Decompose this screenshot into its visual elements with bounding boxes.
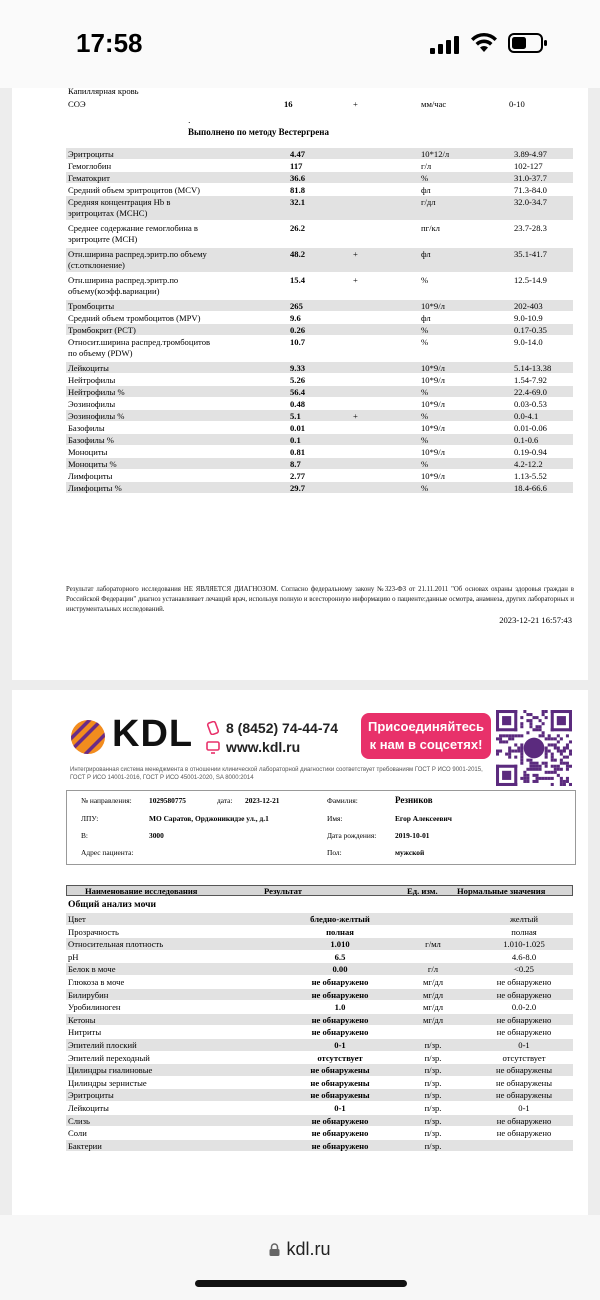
table-row <box>66 434 573 445</box>
test-norm: 0.0-2.0 <box>511 1002 537 1013</box>
table-row <box>66 1102 573 1115</box>
test-unit: 10*12/л <box>421 149 450 159</box>
test-value: 0.26 <box>290 325 306 335</box>
table-row <box>66 88 573 97</box>
test-name: Нитриты <box>68 1027 102 1038</box>
test-value: 0-1 <box>334 1040 346 1050</box>
test-value: не обнаружено <box>311 1140 369 1151</box>
table-row <box>66 196 573 220</box>
site-link[interactable]: www.kdl.ru <box>226 738 301 755</box>
table-row <box>66 410 573 421</box>
test-norm: 4.6-8.0 <box>511 951 537 962</box>
test-norm: 23.7-28.3 <box>514 223 547 233</box>
cellular-signal-icon <box>430 34 462 54</box>
table-row <box>66 422 573 433</box>
test-unit: мг/дл <box>422 1014 443 1025</box>
test-name: Эритроциты <box>68 1090 114 1101</box>
test-value: 117 <box>290 161 303 171</box>
test-norm: 1.13-5.52 <box>514 471 547 481</box>
section-title: Общий анализ мочи <box>68 899 157 910</box>
table-row <box>66 989 573 1002</box>
test-value: бледно-желтый <box>310 914 370 924</box>
qr-code[interactable] <box>496 710 572 786</box>
test-name: Нейтрофилы <box>68 375 116 385</box>
test-name: Нейтрофилы % <box>68 387 125 397</box>
test-name: Тромбоциты <box>68 301 115 311</box>
test-norm: желтый <box>509 914 539 924</box>
test-unit: % <box>421 387 429 397</box>
test-flag: + <box>353 411 358 421</box>
header-norm: Нормальные значения <box>457 886 546 896</box>
test-unit: п/зр. <box>424 1115 442 1126</box>
test-name: Кетоны <box>68 1014 96 1025</box>
test-norm: 4.2-12.2 <box>514 459 543 469</box>
surname-label: Фамилия: <box>327 796 358 805</box>
test-unit: % <box>421 459 429 469</box>
table-row <box>66 1014 573 1027</box>
bullet-dot: . <box>188 115 191 125</box>
direction-number: 1029580775 <box>149 796 186 805</box>
test-name: Базофилы % <box>68 435 114 445</box>
kdl-logo-icon <box>70 719 106 755</box>
test-unit: г/л <box>421 161 432 171</box>
test-unit: фл <box>421 249 431 259</box>
test-unit: фл <box>421 313 431 323</box>
table-row <box>66 1052 573 1065</box>
test-name: Цилиндры зернистые <box>68 1077 147 1088</box>
phone-icon <box>206 721 220 735</box>
test-value: 6.5 <box>334 951 346 962</box>
test-value: 10.7 <box>290 337 306 347</box>
test-unit: % <box>421 483 429 493</box>
test-name: Лимфоциты % <box>68 483 122 493</box>
test-value: 16 <box>284 99 293 109</box>
wifi-icon <box>470 32 498 54</box>
table-row <box>66 1127 573 1140</box>
test-name: Цилиндры гиалиновые <box>68 1065 153 1076</box>
test-name: Билирубин <box>68 989 109 1000</box>
test-name: Эритроциты <box>68 149 114 159</box>
monitor-icon <box>206 740 220 754</box>
patient-info <box>66 790 576 865</box>
lock-icon <box>269 1243 280 1256</box>
browser-bar <box>0 1215 600 1300</box>
test-name: pH <box>68 951 79 962</box>
test-unit: мг/дл <box>422 1002 443 1013</box>
lpu-value: МО Саратов, Орджоникидзе ул., д.1 <box>149 814 269 823</box>
social-line-2: к нам в соцсетях! <box>369 737 483 752</box>
test-name: Средний объем эритроцитов (MCV) <box>68 185 201 195</box>
test-value: не обнаружено <box>311 1014 369 1025</box>
test-unit: % <box>421 411 429 421</box>
test-norm: 32.0-34.7 <box>514 197 547 207</box>
test-value: не обнаружено <box>311 1027 369 1038</box>
test-unit: г/л <box>427 964 439 975</box>
table-row <box>66 274 573 298</box>
table-row <box>66 160 573 171</box>
test-unit: п/зр. <box>424 1103 442 1113</box>
table-row <box>66 300 573 311</box>
date-value: 2023-12-21 <box>245 796 280 805</box>
test-name: СОЭ <box>68 99 86 109</box>
test-unit: п/зр. <box>424 1065 442 1076</box>
test-value: полная <box>326 926 354 937</box>
header-test: Наименование исследования <box>85 886 198 896</box>
test-unit: 10*9/л <box>421 301 445 311</box>
test-unit: % <box>421 337 429 347</box>
test-value: 36.6 <box>290 173 306 183</box>
test-name: Прозрачность <box>68 926 119 937</box>
test-name: Глюкоза в моче <box>68 977 125 987</box>
test-value: не обнаружены <box>310 1065 370 1076</box>
test-unit: п/зр. <box>424 1077 442 1088</box>
test-name: Лимфоциты <box>68 471 113 481</box>
header-result: Результат <box>264 886 302 896</box>
test-name: Гематокрит <box>68 173 110 183</box>
test-norm: 9.0-14.0 <box>514 337 543 347</box>
test-value: не обнаружено <box>311 977 369 987</box>
test-value: отсутствует <box>317 1052 363 1063</box>
test-norm: не обнаружены <box>495 1077 553 1088</box>
test-name: Белок в моче <box>68 964 116 975</box>
document-page-1 <box>12 88 588 680</box>
test-norm: 3.89-4.97 <box>514 149 547 159</box>
test-unit: % <box>421 275 429 285</box>
table-row <box>66 248 573 272</box>
test-name: Бактерии <box>68 1140 102 1151</box>
test-flag: + <box>353 275 358 285</box>
logo-text: KDL <box>112 713 194 755</box>
test-unit: п/зр. <box>424 1040 442 1050</box>
test-unit: 10*9/л <box>421 375 445 385</box>
test-value: 0.01 <box>290 423 306 433</box>
test-norm: 31.0-37.7 <box>514 173 547 183</box>
test-value: 9.6 <box>290 313 301 323</box>
v-label: В: <box>81 831 88 840</box>
test-unit: пг/кл <box>421 223 440 233</box>
test-name: Эозинофилы % <box>68 411 125 421</box>
clock: 17:58 <box>76 28 143 58</box>
home-indicator[interactable] <box>195 1280 407 1287</box>
table-row <box>66 374 573 385</box>
test-name: Базофилы <box>68 423 105 433</box>
kdl-logo <box>70 713 194 757</box>
test-value: 0.48 <box>290 399 306 409</box>
test-unit: п/зр. <box>424 1128 442 1139</box>
test-norm: 71.3-84.0 <box>514 185 547 195</box>
test-unit: мг/дл <box>422 977 443 987</box>
table-row <box>66 1026 573 1039</box>
test-name: Моноциты <box>68 447 108 457</box>
test-value: 29.7 <box>290 483 306 493</box>
test-value: 8.7 <box>290 459 301 469</box>
name-label: Имя: <box>327 814 343 823</box>
test-norm: 1.010-1.025 <box>503 939 545 950</box>
test-norm: 0-10 <box>509 99 525 109</box>
table-header <box>66 885 573 896</box>
battery-icon <box>508 33 548 53</box>
test-unit: п/зр. <box>424 1090 442 1101</box>
test-name: Слизь <box>68 1115 90 1126</box>
document-page-2 <box>12 690 588 1215</box>
table-row <box>66 336 573 360</box>
test-unit: % <box>421 435 429 445</box>
url-text: kdl.ru <box>286 1239 331 1259</box>
test-value: 5.26 <box>290 375 306 385</box>
test-name: Тромбокрит (PCT) <box>68 325 136 335</box>
test-value: 5.1 <box>290 411 301 421</box>
test-name: Соли <box>68 1128 87 1139</box>
test-unit: 10*9/л <box>421 363 445 373</box>
status-bar <box>0 0 600 88</box>
test-name: Капиллярная кровь <box>68 88 139 96</box>
test-unit: 10*9/л <box>421 399 445 409</box>
birth-label: Дата рождения: <box>327 831 377 840</box>
test-norm: 9.0-10.9 <box>514 313 543 323</box>
report-timestamp: 2023-12-21 16:57:43 <box>499 615 572 625</box>
test-unit: г/мл <box>425 939 441 950</box>
test-value: 0.81 <box>290 447 306 457</box>
v-value: 3000 <box>149 831 164 840</box>
table-row <box>66 362 573 373</box>
test-norm: 12.5-14.9 <box>514 275 547 285</box>
test-value: не обнаружено <box>311 989 369 1000</box>
test-norm: 22.4-69.0 <box>514 387 547 397</box>
test-value: 2.77 <box>290 471 306 481</box>
certification-note: Интегрированная система менеджмента в отношении клинической лабораторной диагностики соответствует требованиям ГОСТ Р ИСО 9001-2015, ГОСТ Р ИСО 14001-2016, ГОСТ Р ИСО 45001-2020, SA 8000:2014 <box>70 767 483 781</box>
table-row <box>66 222 573 246</box>
test-value: 1.010 <box>330 939 350 950</box>
test-norm: не обнаружено <box>496 1128 552 1139</box>
table-row <box>66 963 573 976</box>
table-row <box>66 172 573 183</box>
table-row <box>66 98 573 110</box>
test-unit: г/дл <box>421 197 436 207</box>
test-norm: 18.4-66.6 <box>514 483 547 493</box>
table-row <box>66 913 573 926</box>
test-name: Гемоглобин <box>68 161 112 171</box>
direction-label: № направления: <box>81 796 132 805</box>
table-row <box>66 951 573 964</box>
table-row <box>66 1064 573 1077</box>
test-value: не обнаружено <box>311 1128 369 1139</box>
test-name: Лейкоциты <box>68 363 109 373</box>
lpu-label: ЛПУ: <box>81 814 99 823</box>
test-norm: 202-403 <box>514 301 543 311</box>
test-value: не обнаружены <box>310 1077 370 1088</box>
test-value: 265 <box>290 301 303 311</box>
test-norm: 35.1-41.7 <box>514 249 547 259</box>
test-norm: не обнаружены <box>495 1065 553 1076</box>
test-name: Средний объем тромбоцитов (MPV) <box>68 313 201 323</box>
test-unit: % <box>421 173 429 183</box>
test-name: Отн.ширина распред.эритр.по объему(коэфф.вариации) <box>68 275 179 296</box>
social-banner[interactable] <box>361 713 491 759</box>
table-row <box>66 324 573 335</box>
test-unit: 10*9/л <box>421 423 445 433</box>
site-row <box>206 737 338 756</box>
test-norm: не обнаружено <box>496 989 552 1000</box>
table-row <box>66 386 573 397</box>
test-norm: 0.01-0.06 <box>514 423 547 433</box>
test-flag: + <box>353 99 358 109</box>
test-value: 0.1 <box>290 435 301 445</box>
test-name: Относительная плотность <box>68 939 164 950</box>
test-name: Цвет <box>68 914 86 924</box>
test-value: 0-1 <box>334 1103 346 1113</box>
test-value: 9.33 <box>290 363 306 373</box>
sex-value: мужской <box>395 848 425 857</box>
test-norm: 0.1-0.6 <box>514 435 539 445</box>
test-unit: 10*9/л <box>421 471 445 481</box>
test-name: Относит.ширина распред.тромбоцитов по объему (PDW) <box>68 337 211 358</box>
test-value: 0.00 <box>332 964 348 975</box>
test-norm: 0-1 <box>518 1040 530 1050</box>
test-norm: 0.19-0.94 <box>514 447 547 457</box>
test-value: 48.2 <box>290 249 306 259</box>
address-label: Адрес пациента: <box>81 848 134 857</box>
table-row <box>66 446 573 457</box>
test-norm: 102-127 <box>514 161 543 171</box>
test-value: не обнаружено <box>311 1115 369 1126</box>
test-name: Отн.ширина распред.эритр.по объему (ст.отклонение) <box>68 249 207 270</box>
test-norm: <0.25 <box>514 964 534 975</box>
test-norm: 0.17-0.35 <box>514 325 547 335</box>
test-norm: полная <box>511 926 537 937</box>
social-line-1: Присоединяйтесь <box>368 719 484 734</box>
test-norm: 0-1 <box>518 1103 530 1113</box>
test-norm: не обнаружено <box>496 977 552 987</box>
table-row <box>66 312 573 323</box>
birth-value: 2019-10-01 <box>395 831 430 840</box>
test-unit: фл <box>421 185 431 195</box>
test-norm: не обнаружено <box>496 1115 552 1126</box>
test-name: Средняя концентрация Hb в эритроцитах (MCHC) <box>68 197 171 218</box>
table-row <box>66 482 573 493</box>
test-unit: п/зр. <box>424 1140 442 1151</box>
date-label: дата: <box>217 796 233 805</box>
test-norm: 5.14-13.38 <box>514 363 552 373</box>
table-row <box>66 1039 573 1052</box>
test-name: Среднее содержание гемоглобина в эритроците (MCH) <box>68 223 198 244</box>
test-norm: 1.54-7.92 <box>514 375 547 385</box>
sex-label: Пол: <box>327 848 342 857</box>
table-row <box>66 1089 573 1102</box>
test-norm: 0.03-0.53 <box>514 399 547 409</box>
table-row <box>66 184 573 195</box>
test-unit: % <box>421 325 429 335</box>
test-flag: + <box>353 249 358 259</box>
test-name: Лейкоциты <box>68 1103 109 1113</box>
test-name: Эпителий плоский <box>68 1040 137 1050</box>
test-name: Моноциты % <box>68 459 117 469</box>
test-unit: мг/дл <box>422 989 443 1000</box>
test-norm: не обнаружено <box>496 1027 552 1038</box>
test-norm: не обнаружены <box>495 1090 553 1101</box>
test-unit: п/зр. <box>424 1052 442 1063</box>
test-norm: 0.0-4.1 <box>514 411 539 421</box>
test-unit: 10*9/л <box>421 447 445 457</box>
test-value: 56.4 <box>290 387 306 397</box>
test-value: 26.2 <box>290 223 306 233</box>
contacts <box>206 718 338 756</box>
table-row <box>66 976 573 989</box>
test-name: Уробилиноген <box>68 1002 121 1013</box>
table-row <box>66 1077 573 1090</box>
phone-number[interactable]: 8 (8452) 74-44-74 <box>226 719 339 736</box>
test-value: 15.4 <box>290 275 306 285</box>
test-value: не обнаружены <box>310 1090 370 1101</box>
table-row <box>66 470 573 481</box>
test-name: Эозинофилы <box>68 399 116 409</box>
address-bar[interactable] <box>0 1239 600 1260</box>
surname-value: Резников <box>395 795 433 805</box>
table-row <box>66 926 573 939</box>
phone-row <box>206 718 338 737</box>
test-norm: отсутствует <box>502 1052 546 1063</box>
test-value: 4.47 <box>290 149 306 159</box>
table-row <box>66 1115 573 1128</box>
test-value: 1.0 <box>334 1002 346 1013</box>
method-note: Выполнено по методу Вестергрена <box>188 127 329 137</box>
test-name: Эпителий переходный <box>68 1052 150 1063</box>
table-row <box>66 398 573 409</box>
table-row <box>66 1001 573 1014</box>
name-value: Егор Алексеевич <box>395 814 452 823</box>
header-unit: Ед. изм. <box>407 886 438 896</box>
table-row <box>66 458 573 469</box>
disclaimer: Результат лабораторного исследования НЕ ЯВЛЯЕТСЯ ДИАГНОЗОМ. Согласно федеральному закону №323-ФЗ от 21.11.2011 "Об основах охраны здоровья граждан в Российской Федерации" диагноз устанавливает лечащий врач, используя полную и всесторонную информацию о пациенте:данные осмотра, анамнеза, других лабораторных и инструментальных исследований. <box>66 586 574 613</box>
test-norm: не обнаружено <box>496 1014 552 1025</box>
table-row <box>66 1140 573 1153</box>
table-row <box>66 148 573 159</box>
test-value: 32.1 <box>290 197 306 207</box>
table-row <box>66 938 573 951</box>
test-value: 81.8 <box>290 185 306 195</box>
test-unit: мм/час <box>421 99 447 109</box>
